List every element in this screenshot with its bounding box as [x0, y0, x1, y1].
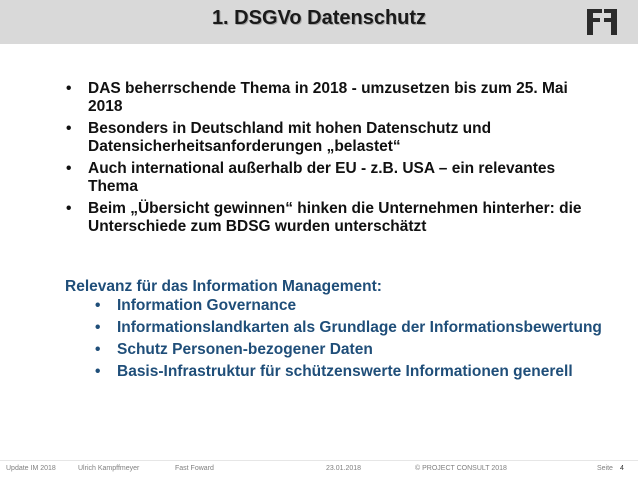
- footer-page-number: 4: [620, 465, 624, 472]
- sub-bullet-text: Basis-Infrastruktur für schützenswerte Informationen generell: [117, 363, 573, 380]
- footer-event: Update IM 2018: [6, 465, 56, 472]
- footer-author: Ulrich Kampffmeyer: [78, 465, 140, 472]
- bullet-text: Beim „Übersicht gewinnen“ hinken die Unternehmen hinterher: die Unterschiede zum BDSG wurden unterschätzt: [88, 200, 582, 235]
- bullet-glyph: •: [95, 363, 101, 380]
- relevanz-heading: Relevanz für das Information Management:: [65, 278, 382, 295]
- sub-bullet-item: [90, 341, 610, 359]
- bullet-item: [60, 200, 600, 236]
- sub-bullet-item: [90, 319, 610, 337]
- sub-bullet-item: [90, 363, 610, 381]
- sub-bullet-text: Information Governance: [117, 297, 297, 314]
- footer-page-label: Seite: [597, 465, 613, 472]
- bullet-glyph: •: [66, 160, 72, 177]
- bullet-text: Auch international außerhalb der EU - z.B. USA – ein relevantes Thema: [88, 160, 556, 195]
- sub-bullet-text: Informationslandkarten als Grundlage der Informationsbewertung: [117, 319, 602, 336]
- footer-date: 23.01.2018: [326, 465, 362, 472]
- main-bullet-list: [60, 80, 600, 240]
- bullet-item: [60, 160, 600, 196]
- bullet-text: DAS beherrschende Thema in 2018 - umzusetzen bis zum 25. Mai 2018: [88, 80, 568, 115]
- sub-bullet-item: [90, 297, 610, 315]
- bullet-glyph: •: [66, 80, 72, 97]
- footer-divider: [0, 460, 638, 461]
- bullet-glyph: •: [95, 319, 101, 336]
- bullet-item: [60, 80, 600, 116]
- bullet-glyph: •: [95, 297, 101, 314]
- footer-copyright: © PROJECT CONSULT 2018: [415, 465, 507, 472]
- bullet-text: Besonders in Deutschland mit hohen Datenschutz und Datensicherheitsanforderungen „belastet“: [88, 120, 492, 155]
- relevanz-bullet-list: [90, 297, 610, 385]
- title-bar: [0, 0, 638, 44]
- sub-bullet-text: Schutz Personen-bezogener Daten: [117, 341, 373, 358]
- slide-title: 1. DSGVo Datenschutz: [211, 7, 427, 29]
- project-consult-logo-icon: [587, 9, 617, 35]
- footer-section: Fast Foward: [175, 465, 214, 472]
- bullet-glyph: •: [95, 341, 101, 358]
- bullet-item: [60, 120, 600, 156]
- bullet-glyph: •: [66, 200, 72, 217]
- slide-footer: [0, 462, 638, 476]
- bullet-glyph: •: [66, 120, 72, 137]
